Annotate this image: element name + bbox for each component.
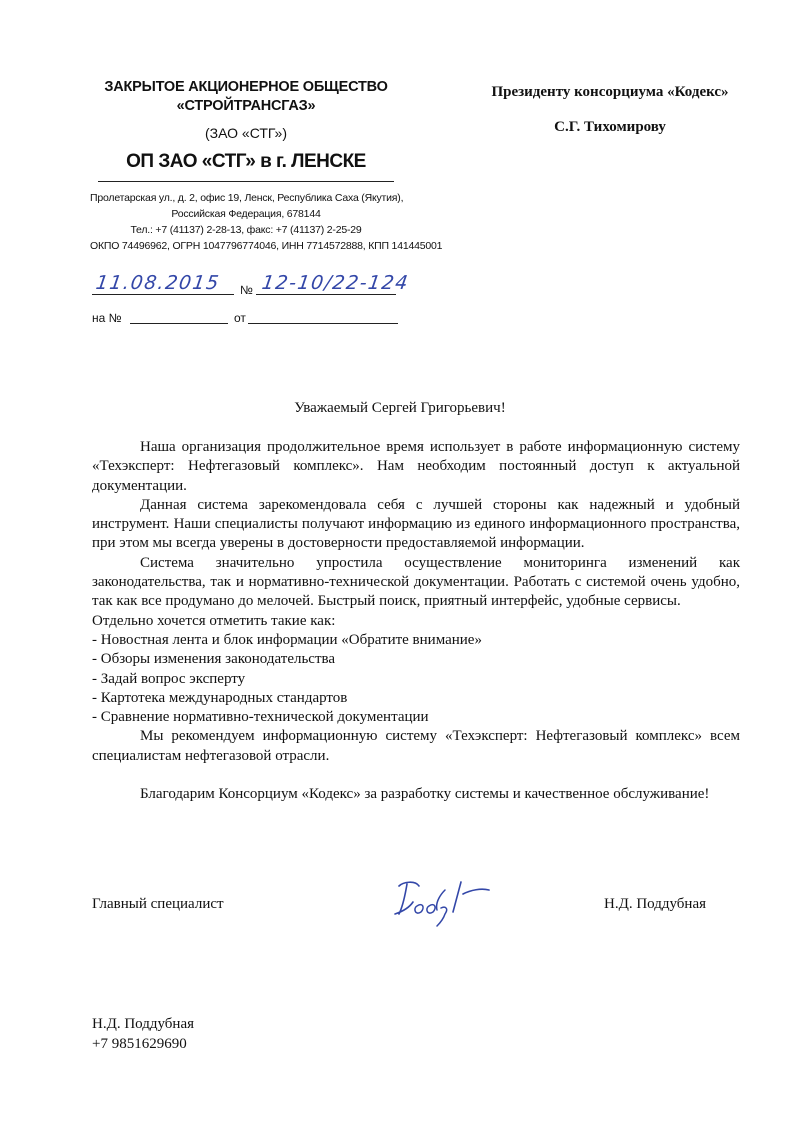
paragraph-4: Мы рекомендуем информационную систему «Техэксперт: Нефтегазовый комплекс» всем специалистам нефтегазовой отрасли.: [92, 728, 740, 764]
list-item: - Сравнение нормативно-технической документации: [92, 709, 429, 726]
reply-number-label: на №: [92, 311, 122, 325]
contact-phone: +7 9851629690: [92, 1035, 187, 1052]
paragraph-3: Система значительно упростила осуществление мониторинга изменений как законодательства, так и нормативно-технической документации. Работать с системой очень удобно, так как все продумано до мелочей. Быстрый поиск, приятный интерфейс, удобные сервисы.: [92, 554, 740, 610]
letterhead: [90, 78, 443, 254]
reply-number-underline: [130, 323, 228, 324]
reply-date-label: от: [234, 311, 246, 325]
letter-greeting: Уважаемый Сергей Григорьевич!: [294, 400, 506, 416]
paragraph-gap: [92, 766, 740, 785]
contact-name: Н.Д. Поддубная: [92, 1016, 194, 1032]
list-item: - Новостная лента и блок информации «Обратите внимание»: [92, 631, 482, 648]
list-item: - Задай вопрос эксперту: [92, 670, 246, 687]
recipient-name: С.Г. Тихомирову: [554, 119, 666, 135]
signer-name: Н.Д. Поддубная: [604, 896, 706, 912]
list-item: - Картотека международных стандартов: [92, 689, 348, 706]
letterhead-divider: [98, 181, 394, 182]
branch-name: ОП ЗАО «СТГ» в г. ЛЕНСКЕ: [126, 151, 366, 172]
letter-date-handwritten: 11.08.2015: [94, 272, 222, 294]
number-label: №: [240, 283, 253, 297]
codes-line: ОКПО 74496962, ОГРН 1047796774046, ИНН 7714572888, КПП 141445001: [90, 240, 443, 252]
recipient-block: [465, 84, 755, 136]
contact-footer: [92, 1015, 194, 1054]
list-intro: Отдельно хочется отметить такие как:: [92, 612, 336, 629]
date-underline: [92, 294, 234, 295]
signer-role: Главный специалист: [92, 896, 224, 912]
recipient-title: Президенту консорциума «Кодекс»: [491, 84, 729, 100]
letter-number-handwritten: 12-10/22-124: [260, 272, 411, 294]
letterhead-address: [90, 190, 443, 254]
org-name-line1: ЗАКРЫТОЕ АКЦИОНЕРНОЕ ОБЩЕСТВО: [104, 79, 388, 95]
org-short-name: (ЗАО «СТГ»): [204, 125, 287, 141]
phone-line: Тел.: +7 (41137) 2-28-13, факс: +7 (41137) 2-25-29: [130, 224, 362, 236]
number-underline: [256, 294, 396, 295]
handwritten-signature: [385, 872, 495, 932]
letter-body: [92, 438, 740, 804]
list-item: - Обзоры изменения законодательства: [92, 651, 336, 668]
paragraph-5: Благодарим Консорциум «Кодекс» за разработку системы и качественное обслуживание!: [140, 786, 710, 803]
paragraph-1: Наша организация продолжительное время использует в работе информационную систему «Техэксперт: Нефтегазовый комплекс». Нам необходим постоянный доступ к актуальной документации.: [92, 439, 740, 494]
reply-date-underline: [248, 323, 398, 324]
paragraph-2: Данная система зарекомендовала себя с лучшей стороны как надежный и удобный инструмент. Наши специалисты получают информацию из единого информационного пространства, при этом мы всегда уверены в достоверности предоставляемой информации.: [92, 496, 740, 552]
address-line-2: Российская Федерация, 678144: [171, 208, 321, 220]
org-name-line2: «СТРОЙТРАНСГАЗ»: [176, 98, 316, 114]
address-line-1: Пролетарская ул., д. 2, офис 19, Ленск, Республика Саха (Якутия),: [90, 192, 404, 204]
